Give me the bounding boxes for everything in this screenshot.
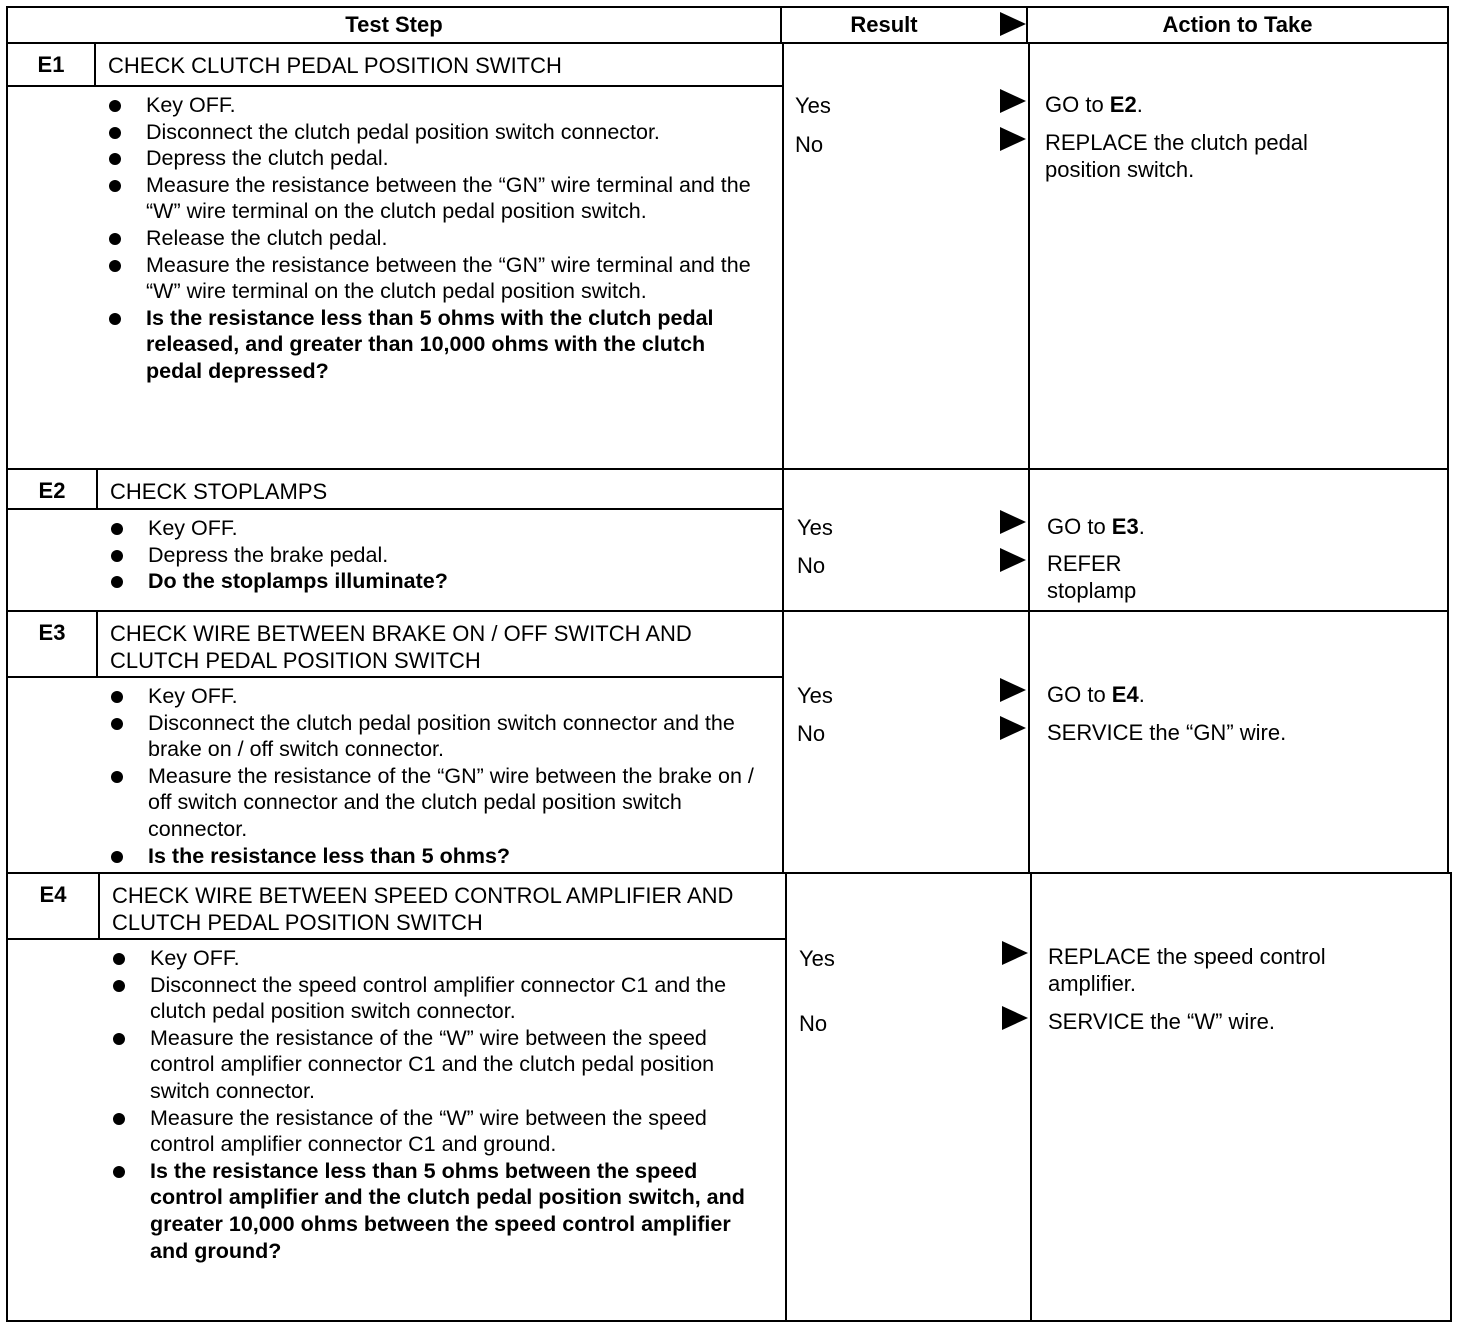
step-e3-procedure: [104, 683, 764, 869]
step-e4-result-no: No: [799, 1011, 828, 1036]
step-e4-procedure: [106, 945, 746, 1264]
step-e1-action-yes: GO to E2.: [1045, 92, 1143, 117]
step-e2-title-divider: [8, 508, 782, 510]
header-test-step-label: Test Step: [345, 12, 443, 37]
step-e4-title: CHECK WIRE BETWEEN SPEED CONTROL AMPLIFIER AND CLUTCH PEDAL POSITION SWITCH: [112, 883, 734, 935]
arrow-right-icon: [1000, 548, 1026, 572]
step-e3-action-no: SERVICE the “GN” wire.: [1047, 720, 1287, 745]
arrow-right-icon: [1000, 127, 1026, 151]
step-e3-title: CHECK WIRE BETWEEN BRAKE ON / OFF SWITCH AND CLUTCH PEDAL POSITION SWITCH: [110, 621, 692, 673]
header-result-label: Result: [850, 12, 918, 37]
step-e4-result-yes: Yes: [799, 946, 835, 971]
step-e1-result-no: No: [795, 132, 824, 157]
step-e2-result-no: No: [797, 553, 826, 578]
step-e1-question: Is the resistance less than 5 ohms with the clutch pedal released, and greater than 10,000 ohms with the clutch pedal depressed?: [102, 305, 752, 385]
header-result: [782, 8, 1028, 42]
step-e3-title-divider: [8, 676, 782, 678]
step-e3-question: Is the resistance less than 5 ohms?: [104, 843, 764, 870]
header-arrow-icon: [1000, 12, 1026, 36]
step-e1-title: CHECK CLUTCH PEDAL POSITION SWITCH: [108, 53, 562, 78]
header-action: [1028, 8, 1447, 42]
step-e2-procedure: [104, 515, 754, 595]
step-e4-action-cell: [1030, 872, 1452, 1322]
step-e3-result-yes: Yes: [797, 683, 833, 708]
list-item: Release the clutch pedal.: [102, 225, 752, 252]
step-e2-title: CHECK STOPLAMPS: [110, 479, 328, 504]
list-item: Measure the resistance of the “GN” wire between the brake on / off switch connector and the clutch pedal position switch connector.: [104, 763, 764, 843]
step-e3-result-no: No: [797, 721, 826, 746]
step-e1-id: E1: [37, 52, 65, 77]
step-e2-result-yes: Yes: [797, 515, 833, 540]
arrow-right-icon: [1002, 941, 1028, 965]
step-e1-result-yes: Yes: [795, 93, 831, 118]
step-e3-action-yes: GO to E4.: [1047, 682, 1145, 707]
arrow-right-icon: [1000, 510, 1026, 534]
arrow-right-icon: [1000, 678, 1026, 702]
step-e4-title-divider: [8, 938, 785, 940]
header-action-label: Action to Take: [1162, 12, 1313, 37]
list-item: Measure the resistance between the “GN” wire terminal and the “W” wire terminal on the clutch pedal position switch.: [102, 252, 752, 305]
arrow-right-icon: [1002, 1006, 1028, 1030]
table-header: [6, 6, 1449, 44]
step-e1-title-divider: [8, 85, 782, 87]
list-item: Key OFF.: [106, 945, 746, 972]
arrow-right-icon: [1000, 89, 1026, 113]
list-item: Measure the resistance of the “W” wire between the speed control amplifier connector C1 and ground.: [106, 1105, 746, 1158]
list-item: Depress the clutch pedal.: [102, 145, 752, 172]
list-item: Measure the resistance between the “GN” wire terminal and the “W” wire terminal on the clutch pedal position switch.: [102, 172, 752, 225]
list-item: Disconnect the clutch pedal position switch connector.: [102, 119, 752, 146]
list-item: Key OFF.: [104, 515, 754, 542]
list-item: Disconnect the clutch pedal position switch connector and the brake on / off switch connector.: [104, 710, 764, 763]
step-e1-procedure: [102, 92, 752, 385]
step-e2-action-no: REFER stoplamp: [1047, 551, 1137, 603]
header-test-step: [8, 8, 782, 42]
list-item: Measure the resistance of the “W” wire between the speed control amplifier connector C1 and the clutch pedal position switch connector.: [106, 1025, 746, 1105]
step-e4-question: Is the resistance less than 5 ohms between the speed control amplifier and the clutch pedal position switch, and greater 10,000 ohms between the speed control amplifier and ground?: [106, 1158, 746, 1264]
list-item: Key OFF.: [102, 92, 752, 119]
step-e4-result-cell: [785, 872, 1032, 1322]
step-e2-id: E2: [38, 478, 66, 503]
step-e2-question: Do the stoplamps illuminate?: [104, 568, 754, 595]
step-e4-action-yes: REPLACE the speed control amplifier.: [1048, 944, 1326, 996]
step-e4-action-no: SERVICE the “W” wire.: [1048, 1009, 1275, 1034]
list-item: Depress the brake pedal.: [104, 542, 754, 569]
list-item: Disconnect the speed control amplifier connector C1 and the clutch pedal position switch connector.: [106, 972, 746, 1025]
arrow-right-icon: [1000, 716, 1026, 740]
list-item: Key OFF.: [104, 683, 764, 710]
step-e1-action-no: REPLACE the clutch pedal position switch.: [1045, 130, 1308, 182]
step-e3-id: E3: [38, 620, 66, 645]
step-e2-action-yes: GO to E3.: [1047, 514, 1145, 539]
step-e4-id: E4: [39, 882, 67, 907]
